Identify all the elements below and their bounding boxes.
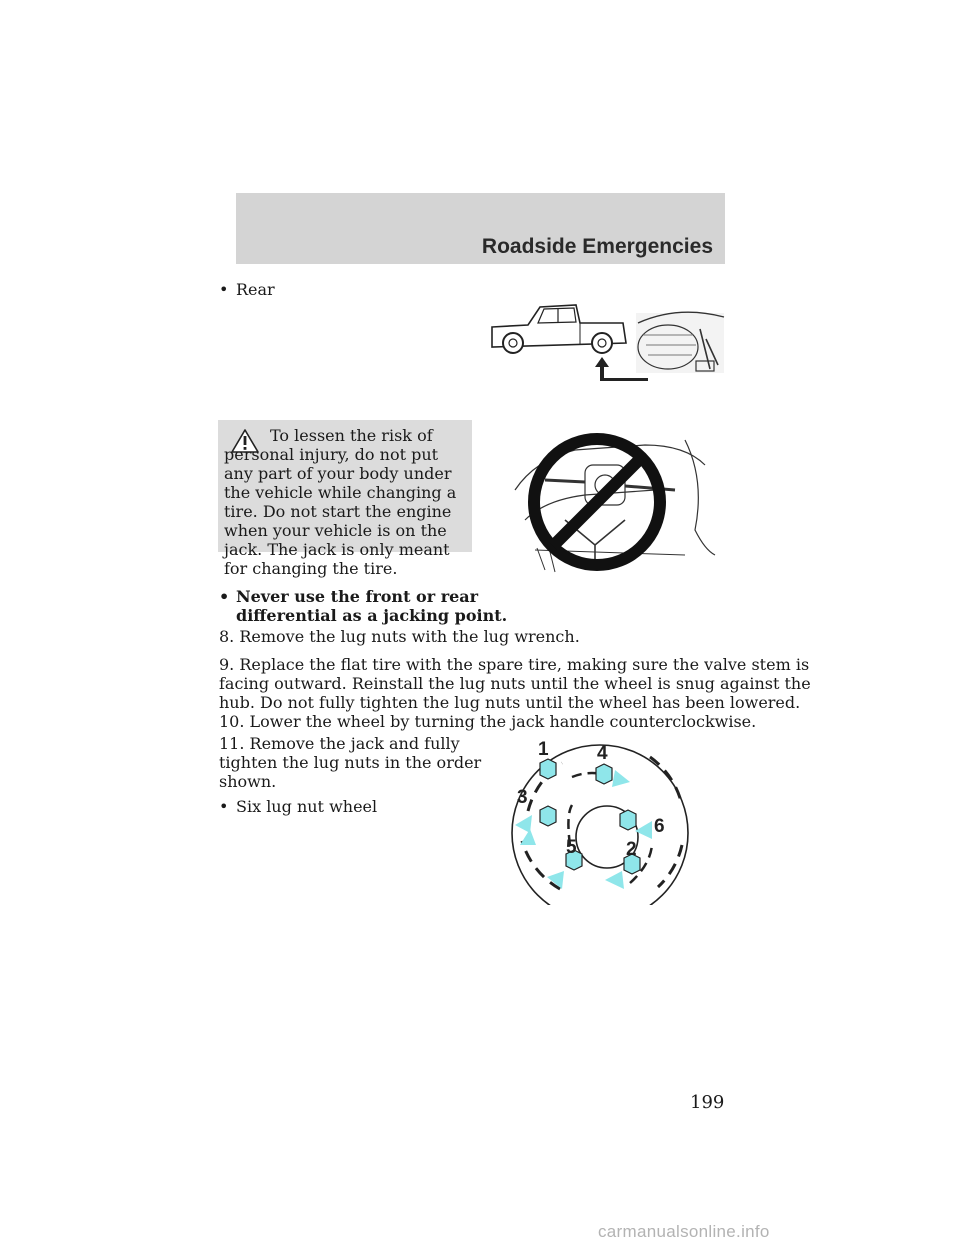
section-title: Roadside Emergencies [481, 235, 713, 258]
page-number: 199 [690, 1092, 725, 1113]
watermark: carmanualsonline.info [598, 1222, 770, 1241]
bullet-marker: • [219, 797, 229, 816]
step-10: 10. Lower the wheel by turning the jack handle counterclockwise. [219, 712, 757, 731]
step-11-line3: shown. [219, 772, 277, 791]
step-9-line3: hub. Do not fully tighten the lug nuts until the wheel has been lowered. [219, 693, 801, 712]
step-11-line2: tighten the lug nuts in the order [219, 753, 482, 772]
lug-nut-5 [566, 837, 582, 870]
header-band [236, 193, 725, 264]
lug-nut-4 [596, 743, 612, 784]
bullet-marker: • [219, 587, 230, 606]
step-11-line1: 11. Remove the jack and fully [219, 734, 460, 753]
six-lug-label: Six lug nut wheel [236, 797, 378, 816]
lug-label-4: 4 [597, 743, 608, 764]
lug-nut-sequence-diagram [500, 735, 700, 905]
lug-label-3: 3 [517, 787, 528, 808]
warning-text: To lessen the risk of personal injury, do not put any part of your body under the vehicle while changing a tire. Do not start the engine when your vehicle is on the jack. The jack is only meant for changing the tire. [224, 426, 457, 578]
rear-label: Rear [236, 280, 275, 299]
lug-label-5: 5 [566, 837, 577, 858]
lug-label-6: 6 [654, 816, 665, 837]
differential-warning-line2: differential as a jacking point. [236, 606, 508, 625]
no-differential-jacking-illustration [505, 420, 720, 580]
step-8: 8. Remove the lug nuts with the lug wrench. [219, 627, 580, 646]
bullet-marker: • [219, 280, 229, 299]
lug-label-2: 2 [626, 839, 637, 860]
step-9-line2: facing outward. Reinstall the lug nuts until the wheel is snug against the [219, 674, 811, 693]
lug-label-1: 1 [538, 739, 549, 760]
differential-warning-line1: Never use the front or rear [236, 587, 479, 606]
step-9-line1: 9. Replace the flat tire with the spare tire, making sure the valve stem is [219, 655, 810, 674]
warning-box [218, 420, 472, 578]
truck-rear-jack-illustration [488, 295, 728, 385]
